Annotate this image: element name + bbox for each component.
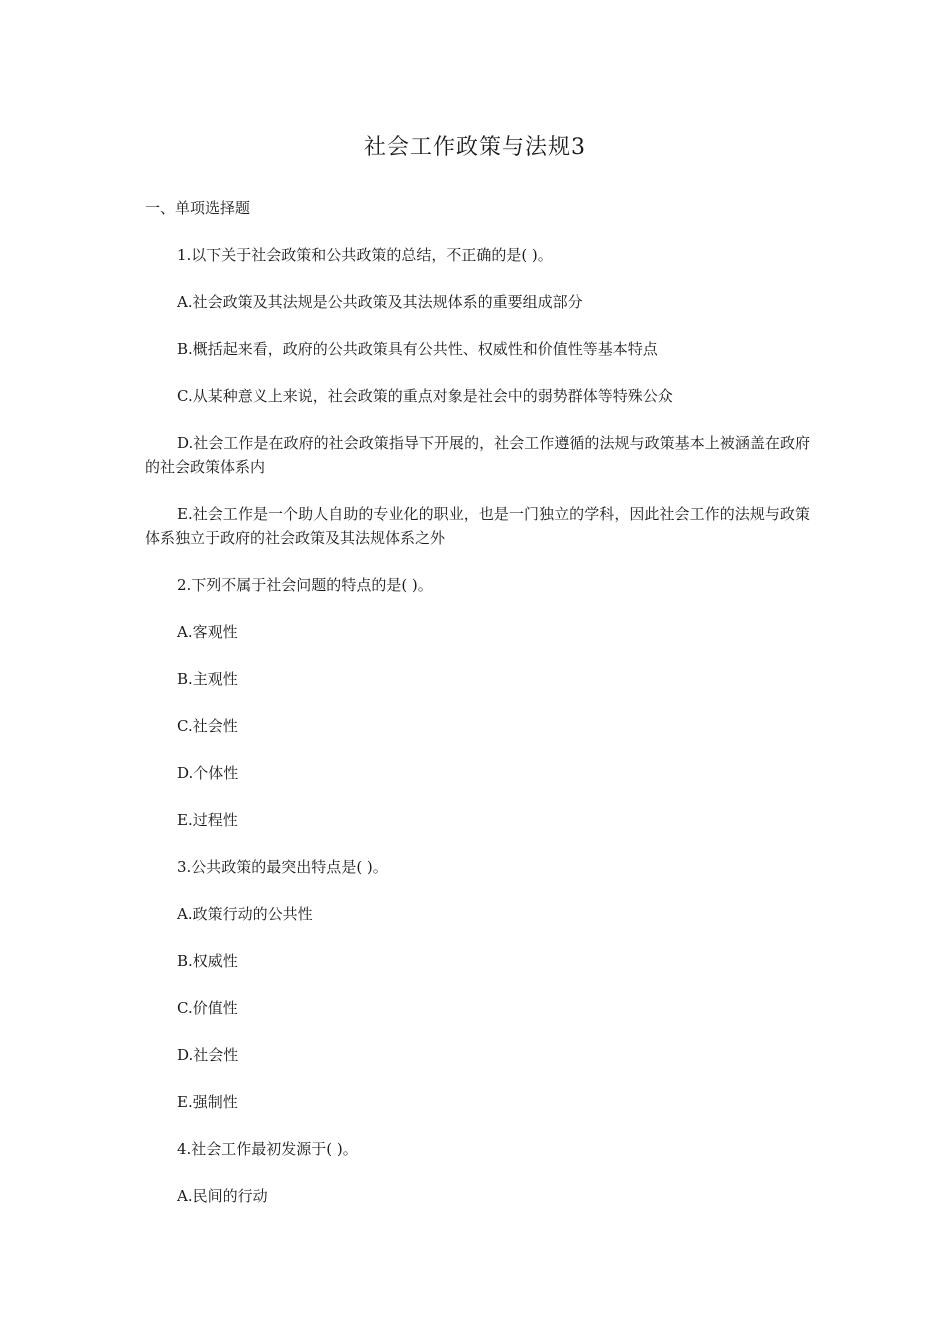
option-e: E.强制性 xyxy=(177,1093,238,1111)
option-c: C.社会性 xyxy=(177,717,238,735)
option-a: A.社会政策及其法规是公共政策及其法规体系的重要组成部分 xyxy=(177,293,583,311)
option-b: B.主观性 xyxy=(177,670,238,688)
option-d: D.社会性 xyxy=(177,1046,239,1064)
option-a: A.民间的行动 xyxy=(177,1187,268,1205)
document-body xyxy=(145,196,810,1231)
option-e: E.社会工作是一个助人自助的专业化的职业，也是一门独立的学科，因此社会工作的法规与政策体系独立于政府的社会政策及其法规体系之外 xyxy=(145,505,810,547)
question-stem: 2.下列不属于社会问题的特点的是( )。 xyxy=(177,576,433,594)
section-heading: 一、单项选择题 xyxy=(145,199,251,217)
option-b: B.权威性 xyxy=(177,952,238,970)
question-stem: 4.社会工作最初发源于( )。 xyxy=(177,1140,358,1158)
option-e: E.过程性 xyxy=(177,811,238,829)
question-stem: 1.以下关于社会政策和公共政策的总结，不正确的是( )。 xyxy=(177,246,553,264)
question-4 xyxy=(145,1137,810,1208)
question-1 xyxy=(145,243,810,550)
option-d: D.社会工作是在政府的社会政策指导下开展的，社会工作遵循的法规与政策基本上被涵盖在政府的社会政策体系内 xyxy=(145,434,810,476)
question-2 xyxy=(145,573,810,832)
option-b: B.概括起来看，政府的公共政策具有公共性、权威性和价值性等基本特点 xyxy=(177,340,658,358)
option-d: D.个体性 xyxy=(177,764,239,782)
option-a: A.政策行动的公共性 xyxy=(177,905,313,923)
option-a: A.客观性 xyxy=(177,623,238,641)
question-stem: 3.公共政策的最突出特点是( )。 xyxy=(177,858,388,876)
option-c: C.从某种意义上来说，社会政策的重点对象是社会中的弱势群体等特殊公众 xyxy=(177,387,673,405)
document-title: 社会工作政策与法规3 xyxy=(364,135,586,160)
option-c: C.价值性 xyxy=(177,999,238,1017)
question-3 xyxy=(145,855,810,1114)
